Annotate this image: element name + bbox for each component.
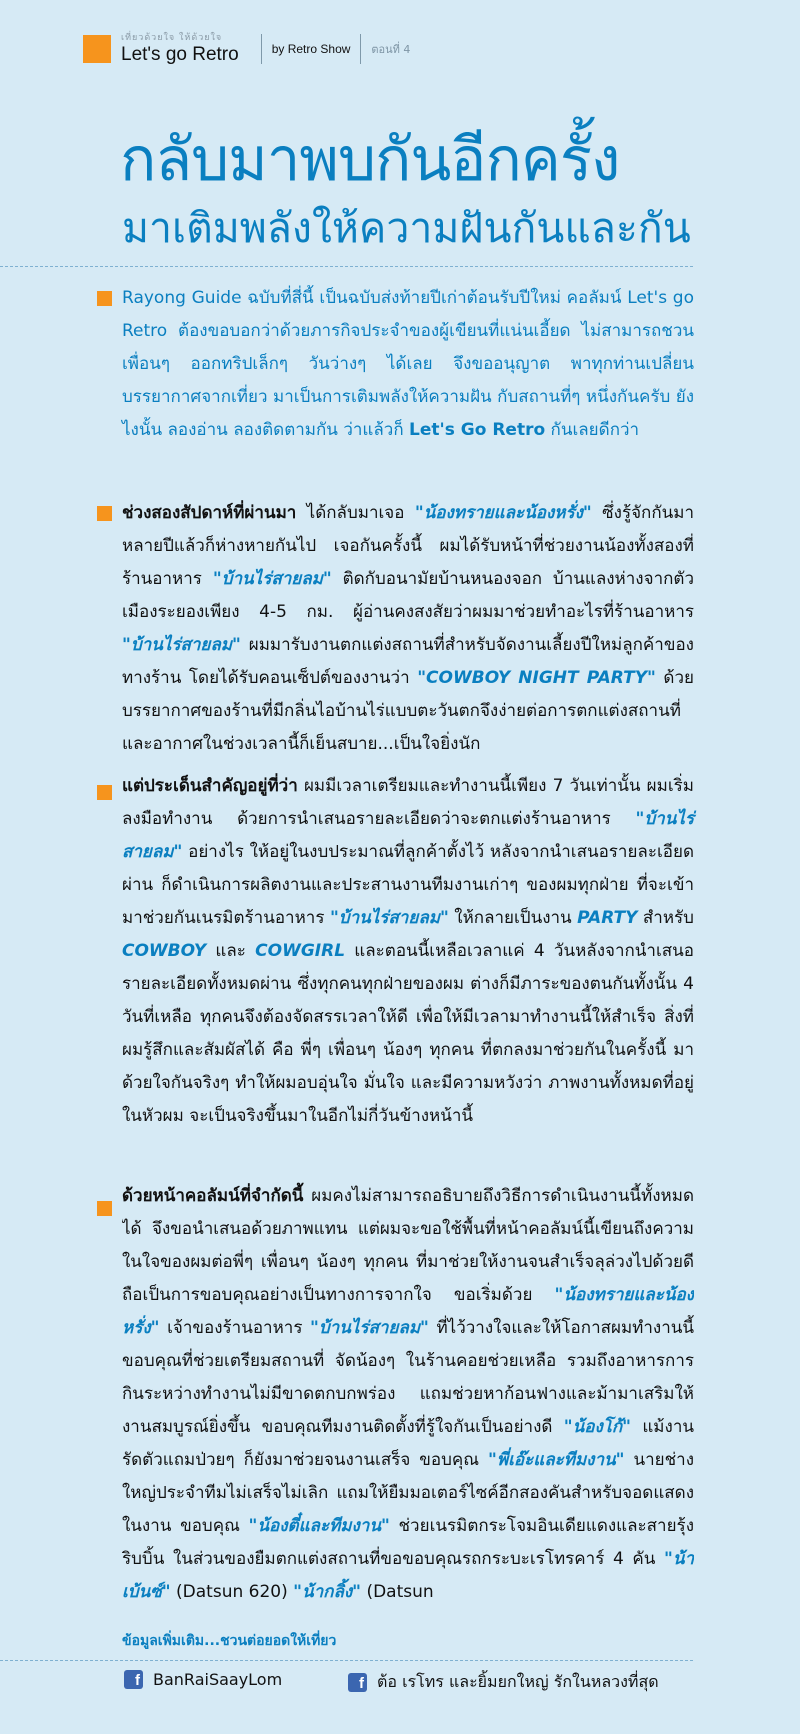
highlight: "COWBOY NIGHT PARTY" xyxy=(417,668,656,688)
text-run: ที่ไว้วางใจและให้โอกาสผมทำงานนี้ ขอบคุณที่ช่วยเตรียมสถานที่ จัดน้องๆ ในร้านคอยช่วยเหลือ รวมถึงอาหารการกินระหว่างทำงานไม่มีขาดตกบกพร่อง แถมช่วยหาก้อนฟางและม้ามาเสริมให้งานสมบูรณ์ยิ่งขึ้น ขอบคุณทีมงานติดตั้งที่รู้ใจกันเป็นอย่างดี xyxy=(122,1318,694,1437)
header-divider xyxy=(360,34,361,64)
text-run: ผมมีเวลาเตรียมและทำงานนี้เพียง 7 วันเท่านั้น ผมเริ่มลงมือทำงาน ด้วยการนำเสนอรายละเอียดว่าจะตกแต่งร้านอาหาร xyxy=(122,776,694,829)
orange-square-logo xyxy=(83,35,111,63)
text-run: ติดกับอนามัยบ้านหนองจอก บ้านแลงห่างจากตัวเมืองระยองเพียง 4-5 กม. ผู้อ่านคงสงสัยว่าผมมาช่วยทำอะไรที่ร้านอาหาร xyxy=(122,569,694,622)
text-run: (Datsun 620) xyxy=(170,1582,294,1602)
highlight: PARTY xyxy=(577,908,638,928)
column-header xyxy=(83,33,410,65)
text-run: (Datsun xyxy=(361,1582,434,1602)
facebook-icon: f xyxy=(124,1670,143,1689)
highlight: "บ้านไร่สายลม" xyxy=(310,1318,429,1338)
text-run: ได้กลับมาเจอ xyxy=(296,503,415,523)
text-run: สำหรับ xyxy=(637,908,694,928)
text-run: นายช่างใหญ่ประจำทีมไม่เสร็จไม่เลิก แถมให้ยืมมอเตอร์ไซค์อีกสองคันสำหรับจอดแสดงในงาน ขอบคุณ xyxy=(122,1450,694,1536)
text-run: เจ้าของร้านอาหาร xyxy=(159,1318,311,1338)
text-run: ช่วยเนรมิตกระโจมอินเดียแดงและสายรุ้งริบบิ้น ในส่วนของยืมตกแต่งสถานที่ขอขอบคุณรถกระบะเรโทรคาร์ 4 คัน xyxy=(122,1516,694,1569)
bullet-square xyxy=(97,506,112,521)
paragraph-2 xyxy=(122,770,694,1133)
paragraph-3 xyxy=(122,1180,694,1615)
column-title: Let's go Retro xyxy=(121,44,239,65)
text-run: และ xyxy=(206,941,256,961)
headline-sub: มาเติมพลังให้ความฝันกันและกัน xyxy=(122,205,691,251)
paragraph-lead: ด้วยหน้าคอลัมน์ที่จำกัดนี้ xyxy=(122,1186,304,1206)
highlight: "บ้านไร่สายลม" xyxy=(212,569,332,589)
facebook-page-name[interactable]: ต้อ เรโทร และยิ้มยกใหญ่ รักในหลวงที่สุด xyxy=(377,1672,659,1691)
bullet-square xyxy=(97,1201,112,1216)
bullet-square xyxy=(97,291,112,306)
paragraph-1 xyxy=(122,497,694,761)
dotted-divider xyxy=(0,266,693,267)
text-run: อย่างไร ให้อยู่ในงบประมาณที่ลูกค้าตั้งไว้ หลังจากนำเสนอรายละเอียดผ่าน ก็ดำเนินการผลิตงานและประสานงานทีมงานเก่าๆ ของผมทุกฝ่าย ที่จะเข้ามาช่วยกันเนรมิตร้านอาหาร xyxy=(122,842,694,928)
highlight: "น้องโก้" xyxy=(563,1417,632,1437)
text-run: แม้งานรัดตัวแถมป่วยๆ ก็ยังมาช่วยจนงานเสร็จ ขอบคุณ xyxy=(122,1417,694,1470)
headline-main: กลับมาพบกันอีกครั้ง xyxy=(120,126,620,193)
column-tagline: เที่ยวด้วยใจ ให้ด้วยใจ xyxy=(121,33,223,43)
byline: by Retro Show xyxy=(271,42,351,56)
text-run: และตอนนี้เหลือเวลาแค่ 4 วันหลังจากนำเสนอรายละเอียดทั้งหมดผ่าน ซึ่งทุกคนทุกฝ่ายของผม ต่างก็มีภาระของตนกันทั้งนั้น 4 วันที่เหลือ ทุกคนจึงต้องจัดสรรเวลาให้ดี เพื่อให้มีเวลามาทำงานนี้ให้สำเร็จ สิ่งที่ผมรู้สึกและสัมผัสได้ คือ พี่ๆ เพื่อนๆ น้องๆ ทุกคน ที่ตกลงมาช่วยกันในครั้งนี้ มาด้วยใจกันจริงๆ ทำให้ผมอบอุ่นใจ มั่นใจ และมีความหวังว่า ภาพงานทั้งหมดที่อยู่ในหัวผม จะเป็นจริงขึ้นมาในอีกไม่กี่วันข้างหน้านี้ xyxy=(122,941,694,1126)
highlight: "พี่เอ๊ะและทีมงาน" xyxy=(488,1450,625,1470)
highlight: "น้องทรายและน้องหรั่ง" xyxy=(122,1285,694,1338)
intro-bold: Let's Go Retro xyxy=(409,420,546,440)
paragraph-lead: แต่ประเด็นสำคัญอยู่ที่ว่า xyxy=(122,776,298,796)
highlight: COWGIRL xyxy=(255,941,346,961)
intro-tail: กันเลยดีกว่า xyxy=(545,420,640,440)
highlight: "บ้านไร่สายลม" xyxy=(122,635,241,655)
highlight: COWBOY xyxy=(122,941,207,961)
text-run: ให้กลายเป็นงาน xyxy=(448,908,578,928)
episode-label: ตอนที่ 4 xyxy=(371,43,411,56)
dotted-divider xyxy=(0,1660,693,1661)
column-brand xyxy=(121,34,239,64)
header-divider xyxy=(261,34,262,64)
facebook-link-banraisaaylom[interactable] xyxy=(124,1670,282,1689)
text-run: ผมมารับงานตกแต่งสถานที่สำหรับจัดงานเลี้ยงปีใหม่ลูกค้าของทางร้าน โดยได้รับคอนเซ็ปต์ของงานว่า xyxy=(122,635,694,688)
text-run: ผมคงไม่สามารถอธิบายถึงวิธีการดำเนินงานนี้ทั้งหมดได้ จึงขอนำเสนอด้วยภาพแทน แต่ผมจะขอใช้พื้นที่หน้าคอลัมน์นี้เขียนถึงความในใจของผมต่อพี่ๆ เพื่อนๆ น้องๆ ทุกคน ที่มาช่วยให้งานจนสำเร็จลุล่วงไปด้วยดี ถือเป็นการขอบคุณอย่างเป็นทางการจากใจ ขอเริ่มด้วย xyxy=(122,1186,694,1305)
facebook-page-name[interactable]: BanRaiSaayLom xyxy=(153,1670,283,1689)
text-run: ซึ่งรู้จักกันมาหลายปีแล้วก็ห่างหายกันไป เจอกันครั้งนี้ ผมได้รับหน้าที่ช่วยงานน้องทั้งสองที่ร้านอาหาร xyxy=(122,503,694,589)
highlight: "บ้านไร่สายลม" xyxy=(329,908,449,928)
more-info-heading: ข้อมูลเพิ่มเติม...ชวนต่อยอดให้เที่ยว xyxy=(122,1633,337,1649)
highlight: "น้องตี๋และทีมงาน" xyxy=(248,1516,390,1536)
intro-text: Rayong Guide ฉบับที่สี่นี้ เป็นฉบับส่งท้ายปีเก่าต้อนรับปีใหม่ คอลัมน์ Let's go Retro ต้องขอบอกว่าด้วยภารกิจประจำของผู้เขียนที่แน่นเอี้ยด ไม่สามารถชวนเพื่อนๆ ออกทริปเล็กๆ วันว่างๆ ได้เลย จึงขออนุญาต พาทุกท่านเปลี่ยนบรรยากาศจากเที่ยว มาเป็นการเติมพลังให้ความฝัน กับสถานที่ๆ หนึ่งกันครับ ยังไงนั้น ลองอ่าน ลองติดตามกัน ว่าแล้วก็ xyxy=(122,288,694,440)
intro-paragraph xyxy=(122,282,694,447)
text-run: ด้วยบรรยากาศของร้านที่มีกลิ่นไอบ้านไร่แบบตะวันตกจึงง่ายต่อการตกแต่งสถานที่ และอากาศในช่วงเวลานี้ก็เย็นสบาย...เป็นใจยิ่งนัก xyxy=(122,668,694,754)
highlight: "น้ากลิ้ง" xyxy=(293,1582,362,1602)
facebook-link-retro[interactable] xyxy=(348,1670,659,1695)
highlight: "น้าเบ้นซ์" xyxy=(122,1549,694,1602)
paragraph-lead: ช่วงสองสัปดาห์ที่ผ่านมา xyxy=(122,503,297,523)
highlight: "บ้านไร่สายลม" xyxy=(122,809,694,862)
facebook-icon: f xyxy=(348,1673,367,1692)
highlight: "น้องทรายและน้องหรั่ง" xyxy=(414,503,592,523)
bullet-square xyxy=(97,785,112,800)
